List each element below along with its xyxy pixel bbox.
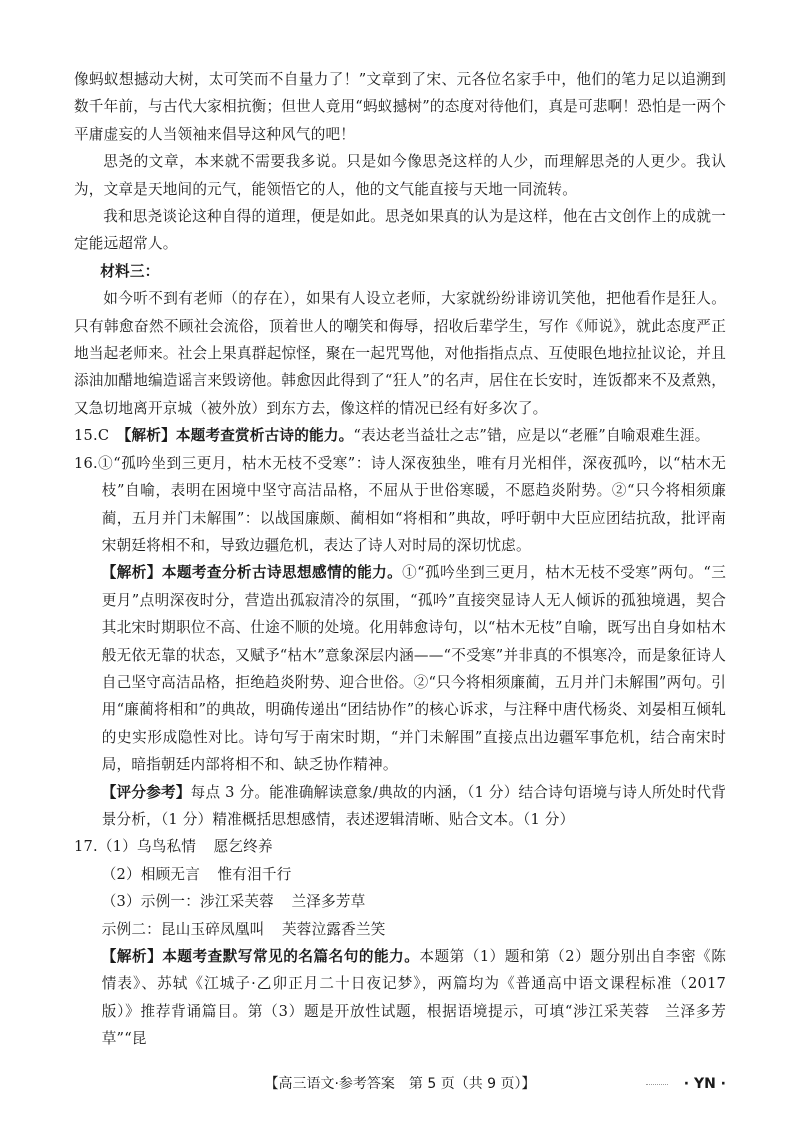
question-16-analysis-text: ①“孤吟坐到三更月，枯木无枝不受寒”两句。“三更月”点明深夜时分，营造出孤寂清冷的氛围，“孤吟”直接突显诗人无人倾诉的孤独境遇，契合其北宋时期职位不高、仕途不顺的处境。化用韩愈诗句，以“枯木无枝”自喻，既写出自身如枯木般无依无靠的状态，又赋予“枯木”意象深层内涵——“不受寒”并非真的不惧寒冷，而是象征诗人自己坚守高洁品格，拒绝趋炎附势、迎合世俗。②“只今将相须廉蔺，五月并门未解围”两句。引用“廉蔺将相和”的典故，明确传递出“团结协作”的核心诉求，与注释中唐代杨炎、刘晏相互倾轧的史实形成隐性对比。诗句写于南宋时期，“并门未解围”直接点出边疆军事危机，结合南宋时局，暗指朝廷内部将相不和、缺乏协作精神。 [101,564,726,774]
question-16-answer [74,450,726,560]
question-16-analysis-tag: 【解析】 [101,564,162,582]
question-17-item-3-example-2 [74,916,726,943]
question-17-item-1-label: （1） [97,838,137,856]
question-15-analysis-text: “表达老当益壮之志”错，应是以“老雁”自喻艰难生涯。 [353,427,710,445]
question-17-item-2-part-1: 相顾无言 [140,865,200,883]
question-17-example-2-part-1: 昆山玉碎凤凰叫 [160,920,265,938]
question-17-example-2-part-2: 芙蓉泣露香兰笑 [282,920,386,938]
question-17-item-2-label: （2） [101,865,141,883]
footer-region-code: · YN · [683,1076,726,1092]
question-17-analysis-text: 本题第（1）题和第（2）题分别出自李密《陈情表》、苏轼《江城子·乙卯正月二十日夜记梦》，两篇均为《普通高中语文课程标准（2017 版）》推荐背诵篇目。第（3）题是开放性试题，根据语境提示，可填“涉江采芙蓉 兰泽多芳草”“昆 [101,948,726,1048]
question-17-analysis [74,943,726,1053]
question-17-analysis-tag: 【解析】 [101,948,163,965]
question-17-item-1-part-2: 愿乞终养 [213,838,273,856]
question-17-number: 17. [74,838,98,856]
material3-heading: 材料三： [100,262,160,280]
question-16-number: 16. [74,454,98,472]
question-15-answer [74,422,726,449]
question-17-item-3-label: （3）示例一： [101,893,200,911]
question-16-answer-text: ①“孤吟坐到三更月，枯木无枝不受寒”：诗人深夜独坐，唯有月光相伴，深夜孤吟，以“枯木无枝”自喻，表明在困境中坚守高洁品格，不屈从于世俗寒暖，不愿趋炎附势。②“只今将相须廉蔺，五月并门未解围”：以战国廉颇、蔺相如“将相和”典故，呼吁朝中大臣应团结抗敌，批评南宋朝廷将相不和，导致边疆危机，表达了诗人对时局的深切忧虑。 [97,454,726,554]
question-16-scoring [74,779,726,834]
question-16-scoring-tag: 【评分参考】 [101,783,191,801]
question-17-item-3-part-2: 兰泽多芳草 [291,893,366,911]
question-15-choice: C [97,427,110,445]
question-16-analysis-lead: 本题考查分析古诗思想感情的能力。 [161,564,403,582]
question-15-number: 15. [74,427,98,445]
material2-paragraph-2: 思尧的文章，本来就不需要我多说。只是如今像思尧这样的人少，而理解思尧的人更少。我认为，文章是天地间的元气，能领悟它的人，他的文气能直接与天地一同流转。 [74,153,726,198]
material3-paragraph-1: 如今听不到有老师（的存在），如果有人设立老师，大家就纷纷诽谤讥笑他，把他看作是狂人。只有韩愈奋然不顾社会流俗，顶着世人的嘲笑和侮辱，招收后辈学生，写作《师说》，就此态度严正地当起老师来。社会上果真群起惊怪，聚在一起咒骂他，对他指指点点、互使眼色地拉扯议论，并且添油加醋地编造谣言来毁谤他。韩愈因此得到了“狂人”的名声，居住在长安时，连饭都来不及煮熟，又急切地离开京城（被外放）到东方去，像这样的情况已经有好多次了。 [74,290,726,417]
question-17-item-3-part-1: 涉江采芙蓉 [199,893,274,911]
question-17-example-2-label: 示例二： [101,920,161,938]
question-16-analysis [74,559,726,778]
question-17-item-1 [74,833,726,860]
question-15-analysis-tag: 【解析】 [123,427,176,445]
question-17-item-2-part-2: 惟有泪千行 [217,865,292,883]
page-content [74,66,726,1053]
material2-paragraph-1: 像蚂蚁想撼动大树，太可笑而不自量力了！”文章到了宋、元各位名家手中，他们的笔力足以追溯到数千年前，与古代大家相抗衡；但世人竟用“蚂蚁撼树”的态度对待他们，真是可悲啊！恐怕是一两个平庸虚妄的人当领袖来倡导这种风气的吧！ [74,71,726,143]
question-16-scoring-text: 每点 3 分。能准确解读意象/典故的内涵，（1 分）结合诗句语境与诗人所处时代背景分析，（1 分）精准概括思想感情，表述逻辑清晰、贴合文本。（1 分） [101,783,727,828]
footer-divider [646,1084,668,1085]
question-17-analysis-lead: 本题考查默写常见的名篇名句的能力。 [162,948,420,965]
footer-page-info: 【高三语文·参考答案 第 5 页（共 9 页）】 [264,1076,536,1092]
material2-paragraph-3: 我和思尧谈论这种自得的道理，便是如此。思尧如果真的认为是这样，他在古文创作上的成就一定能远超常人。 [74,208,726,253]
question-17-item-1-part-1: 乌鸟私情 [136,838,197,856]
question-17-item-3 [74,888,726,915]
page-footer [0,1072,800,1096]
question-15-analysis-lead: 本题考查赏析古诗的能力。 [175,427,354,445]
question-17-item-2 [74,861,726,888]
